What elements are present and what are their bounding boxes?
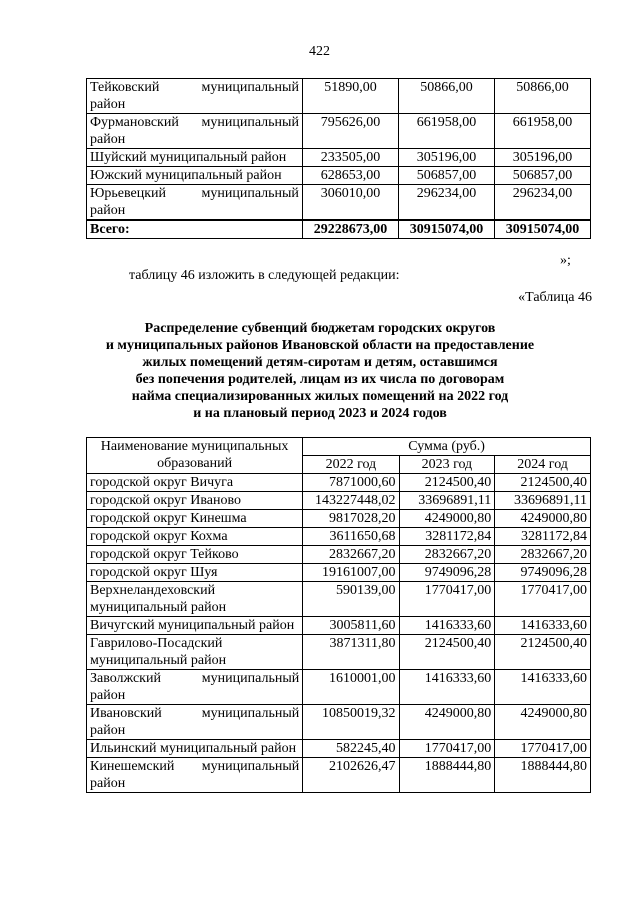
- table-row: [87, 149, 591, 167]
- value-cell-2023: 2124500,40: [399, 635, 495, 670]
- table-row: [87, 635, 591, 670]
- table-row: [87, 492, 591, 510]
- row-name-cell: Фурмановский муниципальный район: [87, 114, 303, 149]
- row-name-cell: Шуйский муниципальный район: [87, 149, 303, 167]
- value-cell-2023: 305196,00: [398, 149, 494, 167]
- row-name-cell: городской округ Вичуга: [87, 474, 303, 492]
- header-row: [87, 438, 591, 456]
- value-cell-2022: 7871000,60: [303, 474, 399, 492]
- table-row: [87, 740, 591, 758]
- header-name: Наименование муниципальных образований: [87, 438, 303, 474]
- total-value: 30915074,00: [494, 220, 590, 239]
- table-row: [87, 582, 591, 617]
- value-cell-2023: 1770417,00: [399, 740, 495, 758]
- value-cell-2022: 306010,00: [302, 185, 398, 221]
- row-name-cell: городской округ Шуя: [87, 564, 303, 582]
- table-row: [87, 528, 591, 546]
- table-row: [87, 705, 591, 740]
- value-cell-2022: 628653,00: [302, 167, 398, 185]
- table-row: [87, 79, 591, 114]
- heading-line: жилых помещений детям-сиротам и детям, оставшимся: [142, 355, 498, 370]
- table-row: [87, 510, 591, 528]
- row-name-cell: Юрьевецкий муниципальный район: [87, 185, 303, 221]
- value-cell-2022: 795626,00: [302, 114, 398, 149]
- value-cell-2022: 143227448,02: [303, 492, 399, 510]
- value-cell-2024: 2124500,40: [495, 474, 591, 492]
- total-label: Всего:: [87, 220, 303, 239]
- value-cell-2023: 1416333,60: [399, 670, 495, 705]
- row-name-cell: городской округ Тейково: [87, 546, 303, 564]
- heading-line: и на плановый период 2023 и 2024 годов: [193, 406, 447, 421]
- table-row: [87, 564, 591, 582]
- value-cell-2024: 50866,00: [494, 79, 590, 114]
- value-cell-2023: 4249000,80: [399, 705, 495, 740]
- row-name-cell: городской округ Кохма: [87, 528, 303, 546]
- value-cell-2022: 233505,00: [302, 149, 398, 167]
- row-name-cell: Южский муниципальный район: [87, 167, 303, 185]
- row-name-cell: Ивановский муниципальный район: [87, 705, 303, 740]
- header-year: 2024 год: [495, 456, 591, 474]
- value-cell-2023: 33696891,11: [399, 492, 495, 510]
- main-table: [86, 437, 591, 793]
- value-cell-2024: 1416333,60: [495, 670, 591, 705]
- table-row: [87, 114, 591, 149]
- closing-quote: »;: [560, 253, 571, 268]
- value-cell-2024: 1770417,00: [495, 740, 591, 758]
- total-value: 29228673,00: [302, 220, 398, 239]
- value-cell-2022: 3871311,80: [303, 635, 399, 670]
- header-sum: Сумма (руб.): [303, 438, 591, 456]
- value-cell-2024: 2124500,40: [495, 635, 591, 670]
- value-cell-2023: 1888444,80: [399, 758, 495, 793]
- total-row: [87, 220, 591, 239]
- table-row: [87, 670, 591, 705]
- value-cell-2024: 33696891,11: [495, 492, 591, 510]
- table-reference: «Таблица 46: [518, 290, 592, 305]
- value-cell-2022: 10850019,32: [303, 705, 399, 740]
- value-cell-2023: 4249000,80: [399, 510, 495, 528]
- value-cell-2023: 1770417,00: [399, 582, 495, 617]
- value-cell-2024: 9749096,28: [495, 564, 591, 582]
- row-name-cell: Верхнеландеховский муниципальный район: [87, 582, 303, 617]
- value-cell-2022: 2102626,47: [303, 758, 399, 793]
- heading-line: Распределение субвенций бюджетам городских округов: [144, 321, 496, 336]
- value-cell-2022: 590139,00: [303, 582, 399, 617]
- value-cell-2022: 51890,00: [302, 79, 398, 114]
- value-cell-2023: 9749096,28: [399, 564, 495, 582]
- heading-line: без попечения родителей, лицам из их числа по договорам: [135, 372, 505, 387]
- row-name-cell: Вичугский муниципальный район: [87, 617, 303, 635]
- row-name-cell: Тейковский муниципальный район: [87, 79, 303, 114]
- table-row: [87, 185, 591, 221]
- value-cell-2024: 296234,00: [494, 185, 590, 221]
- value-cell-2022: 19161007,00: [303, 564, 399, 582]
- value-cell-2024: 1416333,60: [495, 617, 591, 635]
- value-cell-2023: 506857,00: [398, 167, 494, 185]
- value-cell-2024: 1888444,80: [495, 758, 591, 793]
- page-number: 422: [309, 44, 330, 59]
- header-year: 2023 год: [399, 456, 495, 474]
- table-row: [87, 474, 591, 492]
- value-cell-2022: 2832667,20: [303, 546, 399, 564]
- heading-line: найма специализированных жилых помещений на 2022 год: [131, 389, 509, 404]
- table-row: [87, 546, 591, 564]
- value-cell-2022: 3005811,60: [303, 617, 399, 635]
- value-cell-2024: 4249000,80: [495, 510, 591, 528]
- value-cell-2024: 506857,00: [494, 167, 590, 185]
- table-row: [87, 758, 591, 793]
- value-cell-2024: 2832667,20: [495, 546, 591, 564]
- top-table: [86, 78, 591, 239]
- row-name-cell: городской округ Кинешма: [87, 510, 303, 528]
- value-cell-2023: 661958,00: [398, 114, 494, 149]
- value-cell-2022: 1610001,00: [303, 670, 399, 705]
- row-name-cell: Кинешемский муниципальный район: [87, 758, 303, 793]
- value-cell-2024: 1770417,00: [495, 582, 591, 617]
- header-year: 2022 год: [303, 456, 399, 474]
- row-name-cell: Заволжский муниципальный район: [87, 670, 303, 705]
- value-cell-2023: 2832667,20: [399, 546, 495, 564]
- heading-line: и муниципальных районов Ивановской области на предоставление: [105, 338, 535, 353]
- value-cell-2023: 1416333,60: [399, 617, 495, 635]
- table-heading: [80, 320, 560, 422]
- row-name-cell: Ильинский муниципальный район: [87, 740, 303, 758]
- table-row: [87, 617, 591, 635]
- value-cell-2024: 4249000,80: [495, 705, 591, 740]
- value-cell-2023: 296234,00: [398, 185, 494, 221]
- value-cell-2023: 3281172,84: [399, 528, 495, 546]
- total-value: 30915074,00: [398, 220, 494, 239]
- row-name-cell: городской округ Иваново: [87, 492, 303, 510]
- value-cell-2023: 2124500,40: [399, 474, 495, 492]
- table-row: [87, 167, 591, 185]
- instruction-text: таблицу 46 изложить в следующей редакции:: [129, 268, 400, 283]
- value-cell-2024: 3281172,84: [495, 528, 591, 546]
- value-cell-2022: 9817028,20: [303, 510, 399, 528]
- value-cell-2022: 582245,40: [303, 740, 399, 758]
- row-name-cell: Гаврилово-Посадский муниципальный район: [87, 635, 303, 670]
- value-cell-2023: 50866,00: [398, 79, 494, 114]
- value-cell-2024: 661958,00: [494, 114, 590, 149]
- value-cell-2022: 3611650,68: [303, 528, 399, 546]
- value-cell-2024: 305196,00: [494, 149, 590, 167]
